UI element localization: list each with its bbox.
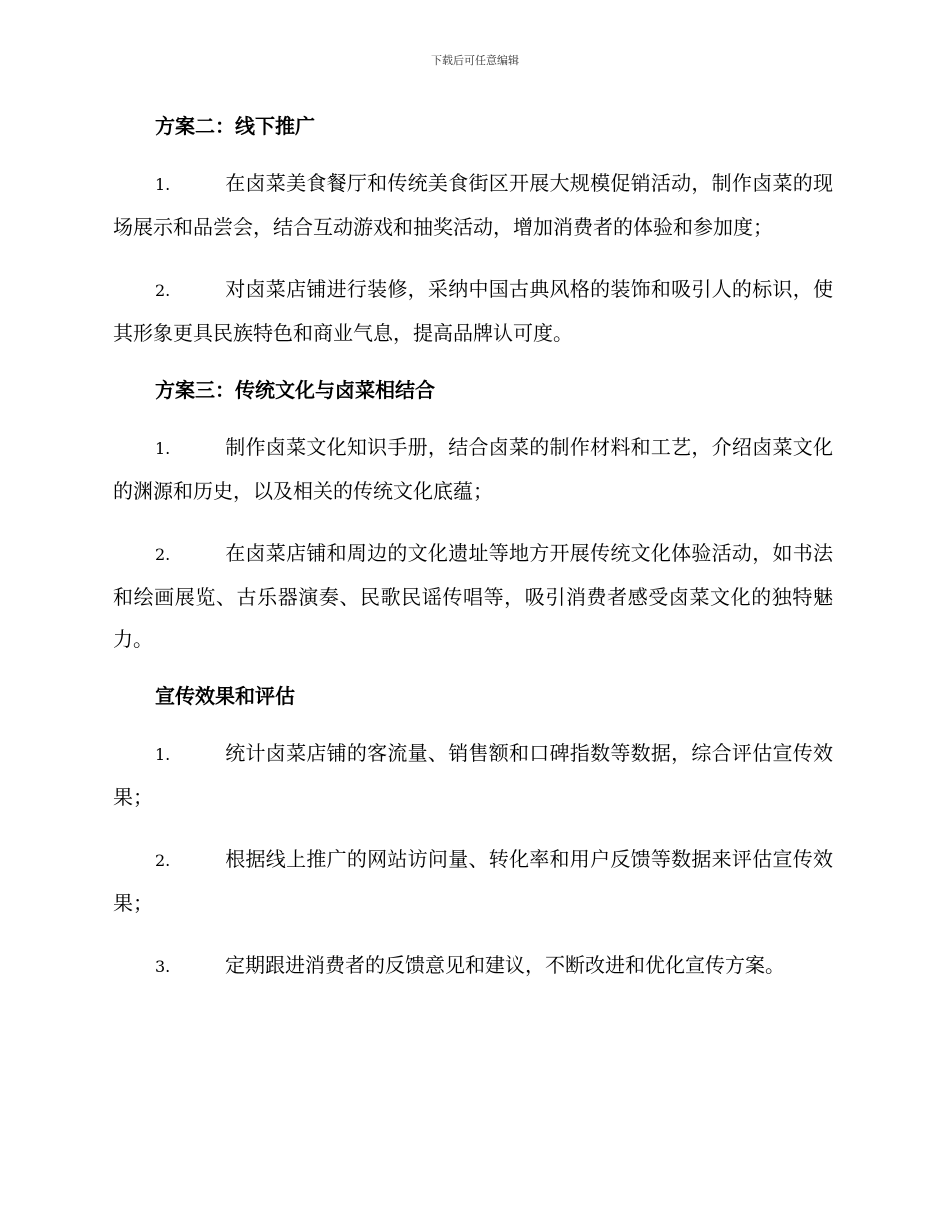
list-item-text: 制作卤菜文化知识手册，结合卤菜的制作材料和工艺，介绍卤菜文化的渊源和历史，以及相关的传统文化底蕴； — [113, 435, 833, 503]
list-item-text: 在卤菜美食餐厅和传统美食街区开展大规模促销活动，制作卤菜的现场展示和品尝会，结合互动游戏和抽奖活动，增加消费者的体验和参加度； — [113, 171, 833, 239]
list-item — [113, 732, 833, 818]
page-header-note: 下载后可任意编辑 — [431, 54, 519, 67]
section-heading: 方案二：线下推广 — [155, 114, 315, 138]
list-item-number: 1. — [155, 175, 171, 194]
list-item-text: 根据线上推广的网站访问量、转化率和用户反馈等数据来评估宣传效果； — [113, 847, 833, 915]
section-heading: 宣传效果和评估 — [155, 684, 295, 708]
section-heading: 方案三：传统文化与卤菜相结合 — [155, 378, 435, 402]
list-item-text: 在卤菜店铺和周边的文化遗址等地方开展传统文化体验活动，如书法和绘画展览、古乐器演奏、民歌民谣传唱等，吸引消费者感受卤菜文化的独特魅力。 — [113, 541, 833, 651]
list-item — [113, 268, 833, 354]
list-item — [113, 838, 833, 924]
list-item-text: 定期跟进消费者的反馈意见和建议，不断改进和优化宣传方案。 — [225, 953, 785, 977]
document-body — [113, 110, 833, 1008]
list-item-number: 3. — [155, 957, 171, 976]
list-item-number: 2. — [155, 851, 171, 870]
list-item — [113, 162, 833, 248]
list-item-text: 对卤菜店铺进行装修，采纳中国古典风格的装饰和吸引人的标识，使其形象更具民族特色和商业气息，提高品牌认可度。 — [113, 277, 833, 345]
list-item — [113, 944, 833, 988]
list-item-number: 2. — [155, 545, 171, 564]
list-item-text: 统计卤菜店铺的客流量、销售额和口碑指数等数据，综合评估宣传效果； — [113, 741, 833, 809]
list-item-number: 2. — [155, 281, 171, 300]
list-item-number: 1. — [155, 439, 171, 458]
list-item — [113, 426, 833, 512]
list-item — [113, 532, 833, 660]
list-item-number: 1. — [155, 745, 171, 764]
